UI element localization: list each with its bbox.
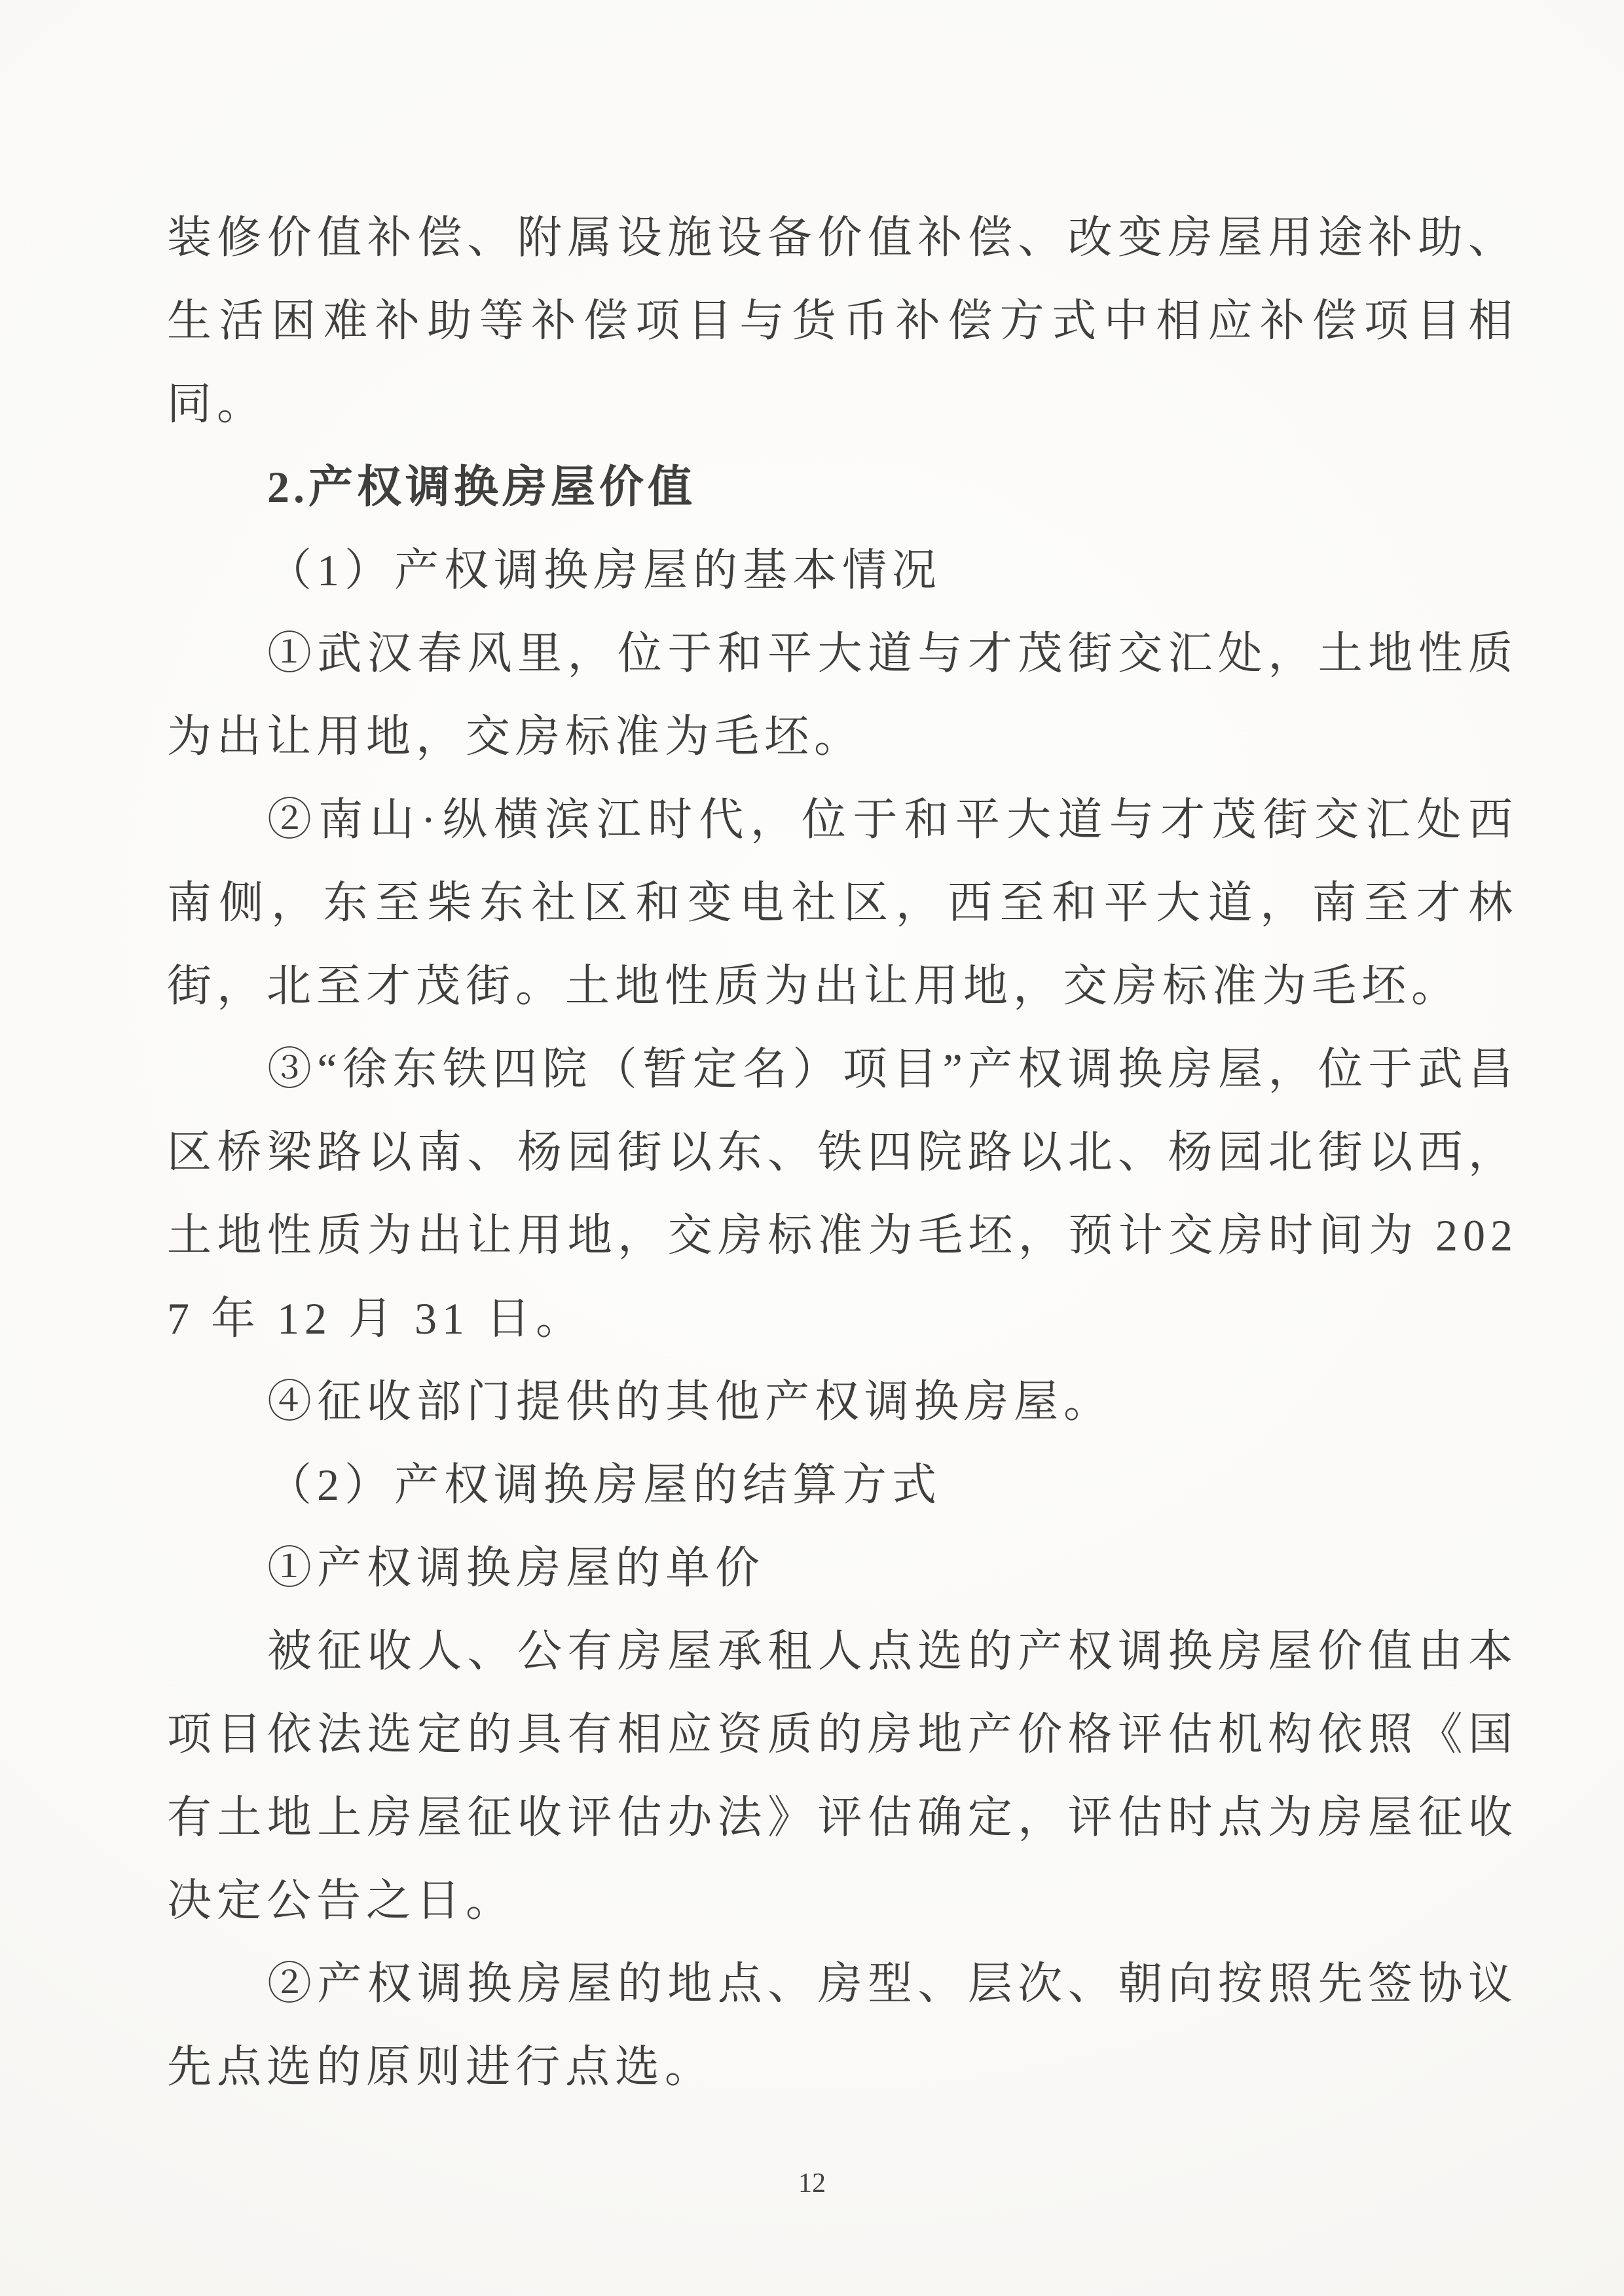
sub-heading-unit-price: ①产权调换房屋的单价 [267,1543,766,1593]
page-number: 12 [798,2168,826,2198]
section-heading: 2.产权调换房屋价值 [267,462,697,512]
paragraph-selection-rule: ②产权调换房屋的地点、房型、层次、朝向按照先签协议先点选的原则进行点选。 [167,1959,1518,2092]
paragraph-valuation: 被征收人、公有房屋承租人点选的产权调换房屋价值由本项目依法选定的具有相应资质的房地产价格评估机构依照《国有土地上房屋征收评估办法》评估确定，评估时点为房屋征收决定公告之日。 [167,1626,1518,1925]
page-content [167,196,1518,2109]
paragraph-item-3: ③“徐东铁四院（暂定名）项目”产权调换房屋，位于武昌区桥梁路以南、杨园街以东、铁四院路以北、杨园北街以西，土地性质为出让用地，交房标准为毛坯，预计交房时间为 2027 年 12 月 31 日。 [167,1044,1518,1343]
sub-heading-settlement: （2）产权调换房屋的结算方式 [267,1460,942,1510]
paragraph-item-4: ④征收部门提供的其他产权调换房屋。 [267,1377,1114,1427]
sub-heading-basic-info: （1）产权调换房屋的基本情况 [267,545,942,595]
paragraph-item-2: ②南山·纵横滨江时代，位于和平大道与才茂街交汇处西南侧，东至柴东社区和变电社区，西至和平大道，南至才林街，北至才茂街。土地性质为出让用地，交房标准为毛坯。 [167,795,1518,1011]
paragraph-item-1: ①武汉春风里，位于和平大道与才茂街交汇处，土地性质为出让用地，交房标准为毛坯。 [167,629,1518,761]
paragraph-continuation: 装修价值补偿、附属设施设备价值补偿、改变房屋用途补助、生活困难补助等补偿项目与货币补偿方式中相应补偿项目相同。 [167,213,1518,429]
